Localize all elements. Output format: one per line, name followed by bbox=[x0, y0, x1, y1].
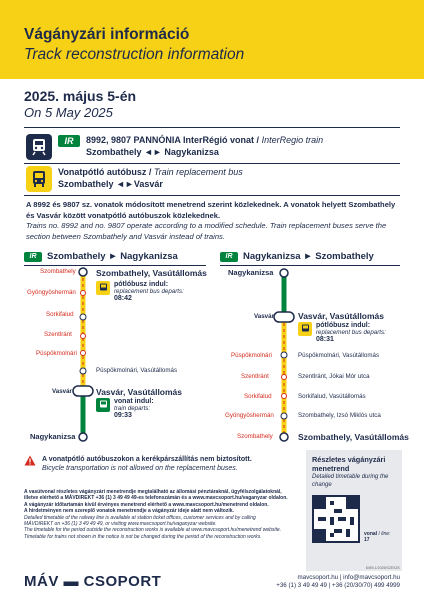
divider bbox=[24, 163, 400, 164]
bus-name-en: Train replacement bus bbox=[153, 167, 243, 177]
footer-line: illetve elérhető a MÁVDIREKT +36 (1) 3 49 49 49-es telefonszámán és a www.mavcsoport.hu/vaganyzar oldalon. bbox=[24, 495, 288, 502]
right-route-diagram bbox=[212, 265, 424, 455]
reference-code: 8459-1/2025/SZESZK bbox=[365, 566, 400, 570]
right-bus-depart-label-en: replacement bus departs: bbox=[316, 329, 386, 336]
divider bbox=[24, 195, 400, 196]
bus-route: Szombathely ◄►Vasvár bbox=[58, 179, 163, 189]
left-stop-nagykanizsa: Nagykanizsa bbox=[30, 432, 76, 441]
contact-web[interactable]: mavcsoport.hu | info@mavcsoport.hu bbox=[297, 574, 400, 581]
right-title bbox=[220, 251, 374, 262]
description-en: Trains no. 8992 and no. 9807 operate according to a modified schedule. Train replacement buses serve the section between Szombathely and Vasvár instead of trains. bbox=[26, 221, 387, 241]
left-bus-depart-label-en: replacement bus departs: bbox=[114, 288, 184, 295]
ir-badge-small: IR bbox=[24, 252, 42, 262]
left-mid-stop: Püspökmolnári, Vasútállomás bbox=[96, 367, 178, 374]
ir-badge-small: IR bbox=[220, 252, 238, 262]
mav-logo: MÁV ▬ CSOPORT bbox=[24, 573, 162, 590]
title-hu: Vágányzári információ bbox=[24, 26, 190, 43]
footer-line: The timetable for the period outside the reconstruction works is available at www.mavcsoport.hu/menetrend website. bbox=[24, 527, 282, 534]
notice-en: Bicycle transportation is not allowed on the replacement buses. bbox=[42, 465, 238, 472]
right-bus-stop-4: Szombathely, Izsó Miklós utca bbox=[298, 412, 381, 419]
right-bus-stop-1: Püspökmolnári, Vasútállomás bbox=[298, 352, 380, 359]
footer-text bbox=[24, 489, 296, 540]
train-route: Szombathely ◄► Nagykanizsa bbox=[86, 147, 219, 157]
left-stop-vasvar: Vasvár bbox=[52, 388, 72, 395]
qr-subtitle: Detailed timetable during the change bbox=[312, 474, 389, 488]
ir-badge: IR bbox=[58, 135, 80, 147]
left-stop-puspokmolnari: Püspökmolnári bbox=[36, 350, 77, 357]
right-bus-stop-3: Sorkifalud, Vasútállomás bbox=[298, 393, 366, 400]
right-bus-depart-label: pótlóbusz indul: bbox=[316, 322, 371, 329]
left-title bbox=[24, 251, 178, 262]
right-bus-stop-2: Szentlránt, Jókai Mór utca bbox=[298, 373, 370, 380]
bus-service-text bbox=[58, 166, 243, 190]
left-stop-szombathely: Szombathely bbox=[40, 268, 76, 275]
right-vasvar-stop: Vasvár, Vasútállomás bbox=[298, 311, 385, 321]
left-bus-depart-label: pótlóbusz indul: bbox=[114, 281, 169, 288]
header-banner bbox=[0, 0, 424, 79]
train-icon bbox=[26, 134, 52, 160]
bus-icon bbox=[26, 166, 52, 192]
right-stop-nagykanizsa: Nagykanizsa bbox=[228, 268, 274, 277]
right-bus-departure bbox=[298, 322, 386, 343]
right-stop-szombathely: Szombathely bbox=[237, 433, 273, 440]
notice-hu: A vonatpótló autóbuszokon a kerékpárszállítás nem biztosított. bbox=[42, 456, 252, 463]
train-name-en: InterRegio train bbox=[261, 135, 324, 145]
date-block bbox=[24, 88, 136, 120]
title-en: Track reconstruction information bbox=[24, 46, 245, 63]
bus-icon bbox=[96, 281, 110, 295]
right-stop-szentlrant: Szentlránt bbox=[241, 373, 269, 380]
qr-title: Részletes vágányzári menetrend bbox=[312, 455, 386, 473]
vonal-label-en: line: bbox=[381, 531, 391, 537]
left-train-depart-label: vonat indul: bbox=[114, 398, 154, 405]
bus-icon bbox=[298, 322, 312, 336]
train-service-text bbox=[86, 134, 323, 158]
left-train-depart-time: 09:33 bbox=[114, 412, 132, 419]
left-title-text: Szombathely ► Nagykanizsa bbox=[47, 251, 178, 262]
left-bus-depart-time: 08:42 bbox=[114, 295, 132, 302]
description bbox=[26, 200, 401, 242]
left-vasvar-stop: Vasvár, Vasútállomás bbox=[96, 387, 183, 397]
left-stop-sorkifalud: Sorkifalud bbox=[46, 311, 74, 318]
bus-name: Vonatpótló autóbusz / bbox=[58, 167, 152, 177]
bicycle-notice bbox=[24, 455, 252, 473]
footer-line: Detailed timetable of the railway line is available at station ticket offices, customer services and by calling bbox=[24, 514, 256, 521]
right-title-text: Nagykanizsa ► Szombathely bbox=[243, 251, 374, 262]
left-stop-gyongyoshermann: Gyöngyöshermán bbox=[27, 289, 76, 296]
right-bus-depart-time: 08:31 bbox=[316, 336, 334, 343]
train-service bbox=[26, 134, 323, 160]
right-stop-sorkifalud: Sorkifalud bbox=[244, 393, 272, 400]
train-icon bbox=[96, 398, 110, 412]
divider bbox=[24, 127, 400, 128]
footer-line: A vasútvonal részletes vágányzári menetrendje megtalálható az állomási pénztáraknál, ügyfélszolgálatoknál, bbox=[24, 489, 282, 495]
left-train-departure bbox=[96, 398, 154, 419]
date-hu: 2025. május 5-én bbox=[24, 88, 137, 104]
date-en: On 5 May 2025 bbox=[24, 105, 113, 120]
bus-service bbox=[26, 166, 243, 192]
left-bus-departure bbox=[96, 281, 184, 302]
right-stop-gyongyoshermann: Gyöngyöshermán bbox=[225, 412, 274, 419]
right-stop-puspokmolnari: Püspökmolnári bbox=[231, 352, 272, 359]
train-name: 8992, 9807 PANNÓNIA InterRégió vonat / bbox=[86, 135, 260, 145]
warning-icon bbox=[24, 455, 36, 473]
vonal-number: 17 bbox=[364, 537, 370, 543]
footer-line: A hirdetményen nem szereplő vonatok menetrendje a vágányzár ideje alatt nem változik. bbox=[24, 508, 234, 515]
footer-line: Timetable for trains not shown in the notice is not be changed during the period of the reconstruction works. bbox=[24, 533, 262, 540]
left-bus-start: Szombathely, Vasútállomás bbox=[96, 268, 207, 278]
right-stop-vasvar: Vasvár bbox=[254, 313, 274, 320]
left-train-depart-label-en: train departs: bbox=[114, 405, 151, 412]
footer-line: A vágányzár időtartamán kívül érvényes menetrend elérhető a www.mavcsoport.hu/menetrend oldalon. bbox=[24, 501, 269, 508]
contact-phone: +36 (1) 3 49 49 49 | +36 (20/30/70) 499 4999 bbox=[276, 582, 400, 590]
footer-line: MÁVDIREKT on +36 (1) 3 49 49 49, or visiting www.mavcsoport.hu/vaganyzar website. bbox=[24, 521, 217, 528]
left-stop-szentlrant: Szentlránt bbox=[44, 331, 72, 338]
contact-info bbox=[276, 574, 400, 591]
right-bus-stop-5: Szombathely, Vasútállomás bbox=[298, 432, 409, 442]
vonal-label: vonal / line: 17 bbox=[364, 531, 391, 543]
qr-code[interactable] bbox=[312, 495, 360, 543]
qr-box bbox=[306, 450, 402, 571]
description-hu: A 8992 és 9807 sz. vonatok módosított menetrend szerint közlekednek. A vonatok helyett Szombathely és Vasvár között vonatpótló autóbuszok közlekednek. bbox=[26, 200, 396, 220]
vonal-label-hu: vonal bbox=[364, 531, 378, 537]
